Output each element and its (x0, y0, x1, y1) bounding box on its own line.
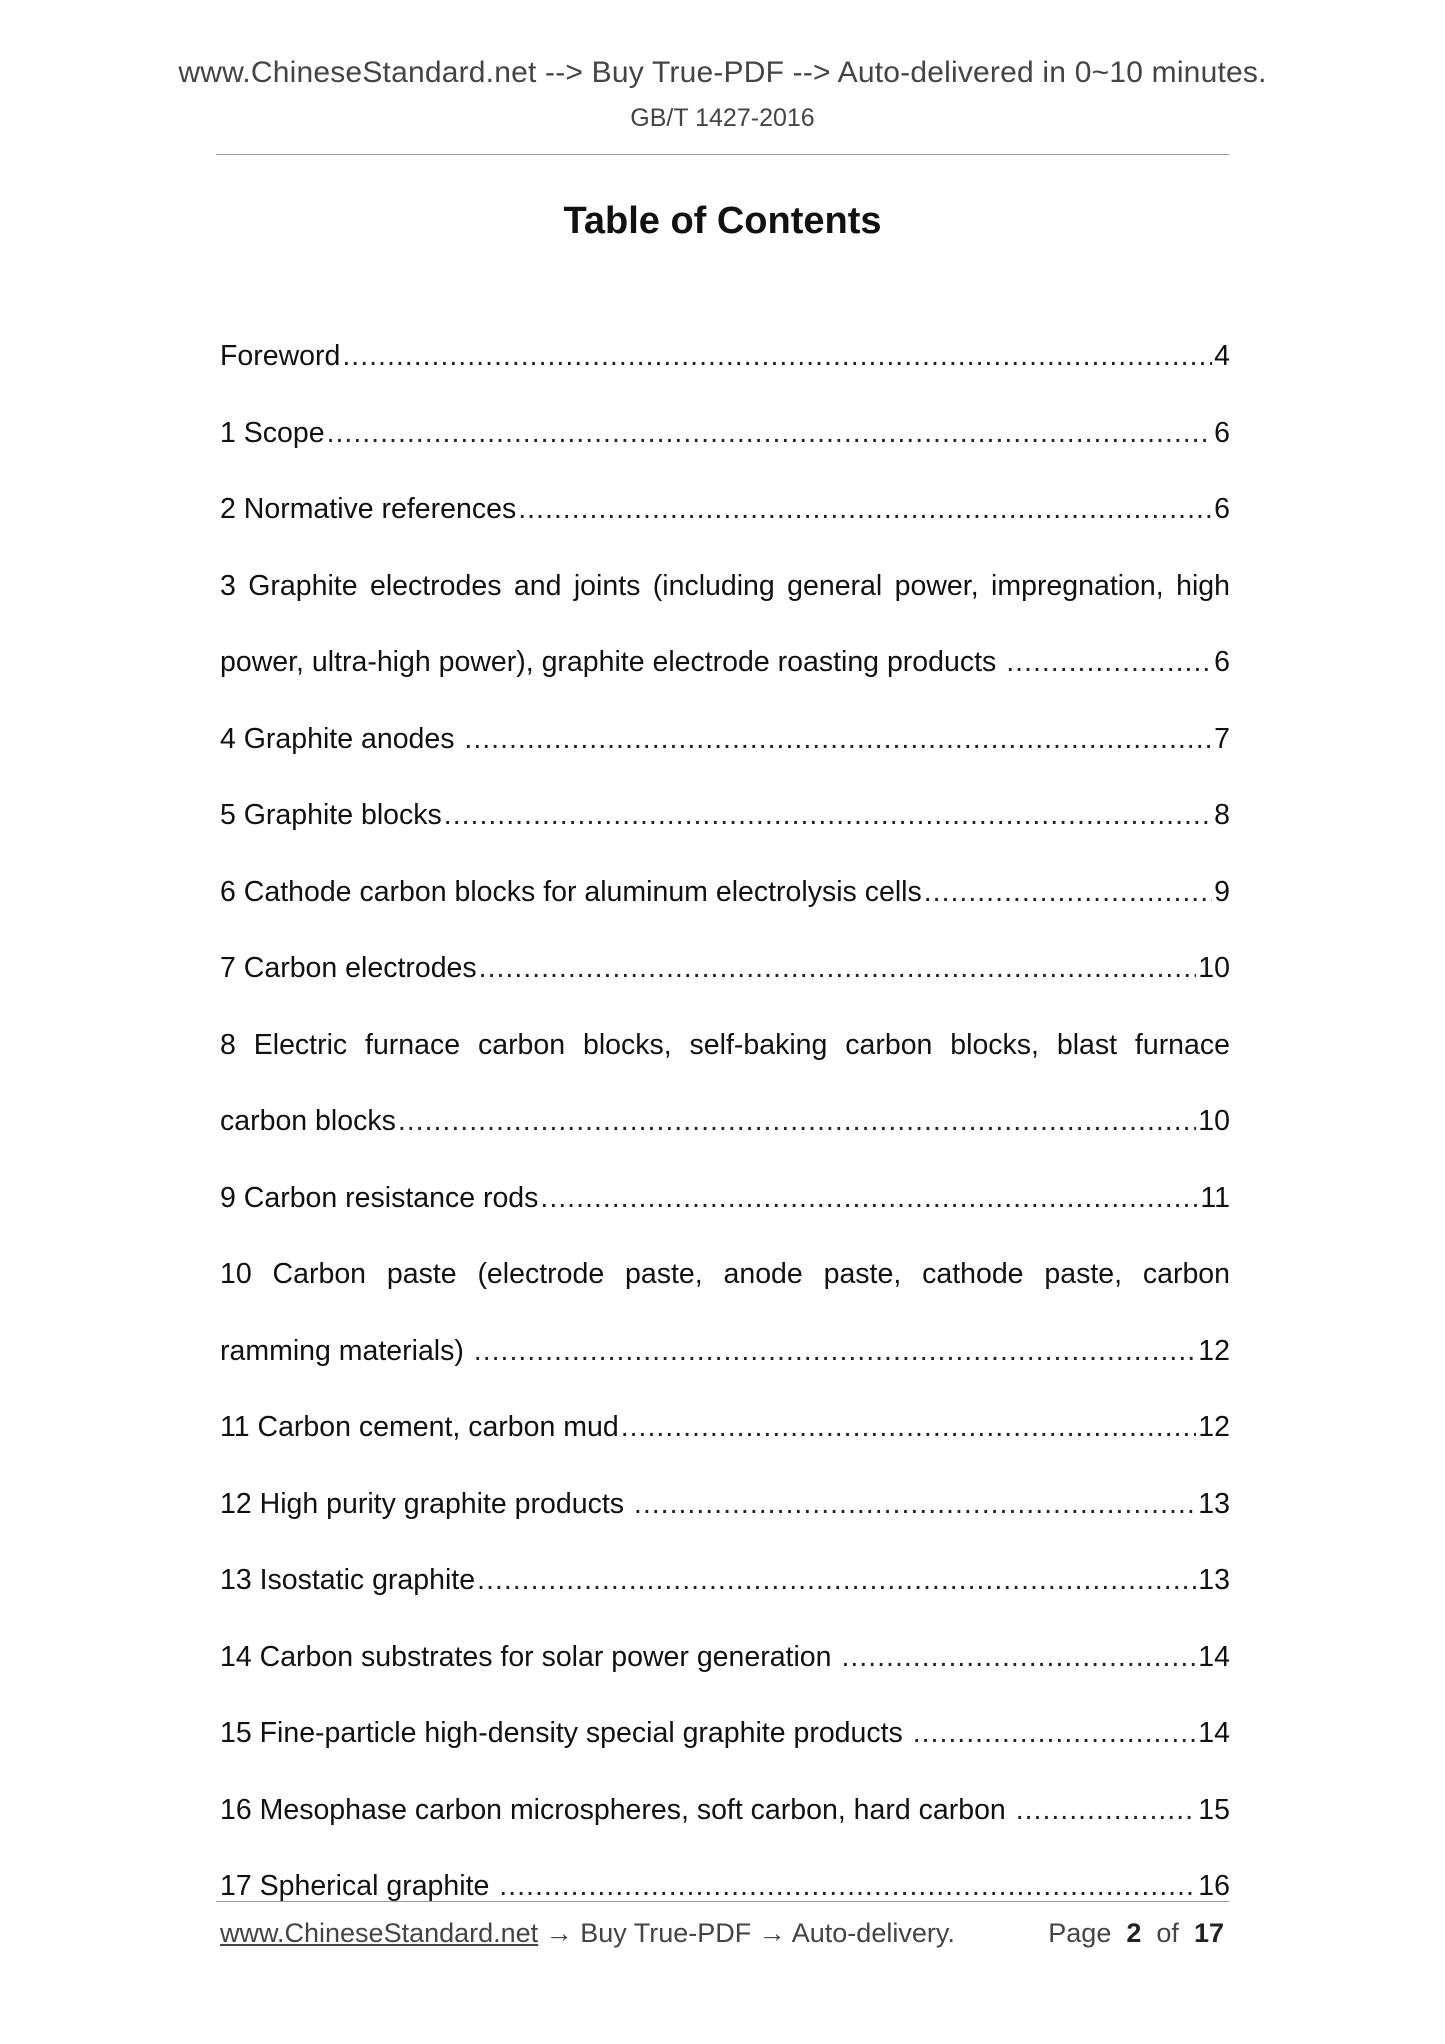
toc-entry-line (220, 1772, 1230, 1849)
toc-list (220, 318, 1230, 1925)
toc-entry-page: 13 (1198, 1487, 1230, 1520)
dot-leader (342, 318, 1212, 395)
dot-leader (477, 1542, 1196, 1619)
toc-entry[interactable] (220, 1466, 1230, 1543)
toc-entry-title: 17 Spherical graphite (220, 1870, 498, 1902)
toc-entry-line (220, 1236, 1230, 1313)
toc-entry-title: 16 Mesophase carbon microspheres, soft carbon, hard carbon (220, 1793, 1014, 1826)
toc-entry-title: 6 Cathode carbon blocks for aluminum electrolysis cells (220, 875, 922, 908)
toc-entry-title: 5 Graphite blocks (220, 799, 442, 831)
dot-leader (924, 854, 1212, 931)
toc-entry-page: 4 (1214, 340, 1230, 372)
toc-entry[interactable] (220, 1236, 1230, 1389)
page-footer (220, 1918, 1230, 1958)
toc-entry-title: 14 Carbon substrates for solar power generation (220, 1640, 840, 1673)
footer-divider (216, 1901, 1229, 1902)
toc-entry-page: 12 (1198, 1334, 1230, 1367)
toc-entry-line (220, 471, 1230, 548)
toc-entry-line (220, 1619, 1230, 1696)
toc-entry-page: 16 (1198, 1870, 1230, 1902)
toc-entry-page: 14 (1198, 1717, 1230, 1749)
dot-leader (474, 1313, 1197, 1390)
toc-entry-line (220, 777, 1230, 854)
toc-entry-line (220, 548, 1230, 625)
toc-entry[interactable] (220, 1160, 1230, 1237)
dot-leader (913, 1695, 1197, 1772)
toc-entry[interactable] (220, 1848, 1230, 1925)
promo-banner: www.ChineseStandard.net --> Buy True-PDF --> Auto-delivered in 0~10 minutes. (178, 56, 1267, 89)
dot-leader (1016, 1772, 1197, 1849)
toc-entry-page: 6 (1214, 493, 1230, 525)
toc-entry-line (220, 1695, 1230, 1772)
toc-entry-page: 12 (1198, 1411, 1230, 1443)
dot-leader (464, 701, 1212, 778)
toc-entry-title: 13 Isostatic graphite (220, 1564, 476, 1596)
dot-leader (398, 1083, 1196, 1160)
dot-leader (499, 1848, 1196, 1925)
toc-entry-line (220, 930, 1230, 1007)
toc-entry-line (220, 701, 1230, 778)
toc-entry-title: 9 Carbon resistance rods (220, 1181, 539, 1214)
dot-leader (518, 471, 1212, 548)
toc-entry-title: Foreword (220, 340, 341, 372)
toc-entry-title: 4 Graphite anodes (220, 722, 463, 755)
toc-entry-title: 8 Electric furnace carbon blocks, self-baking carbon blocks, blast furnace (220, 1028, 1230, 1061)
toc-entry[interactable] (220, 318, 1230, 395)
toc-entry-line (220, 1083, 1230, 1160)
dot-leader (479, 930, 1197, 1007)
toc-entry-line (220, 1466, 1230, 1543)
toc-entry-line (220, 318, 1230, 395)
standard-code: GB/T 1427-2016 (630, 104, 815, 132)
toc-entry[interactable] (220, 930, 1230, 1007)
toc-entry[interactable] (220, 1619, 1230, 1696)
toc-entry-title: 2 Normative references (220, 493, 517, 525)
page-of: of (1156, 1918, 1179, 1948)
footer-links (220, 1918, 955, 1949)
toc-entry-line (220, 1313, 1230, 1390)
page-current: 2 (1126, 1918, 1142, 1948)
toc-entry-line (220, 1007, 1230, 1084)
toc-entry[interactable] (220, 395, 1230, 472)
toc-entry[interactable] (220, 1542, 1230, 1619)
toc-entry-page: 14 (1198, 1640, 1230, 1673)
toc-entry-title: carbon blocks (220, 1105, 396, 1137)
toc-entry-page: 11 (1200, 1181, 1230, 1214)
toc-entry[interactable] (220, 1389, 1230, 1466)
footer-buy-text: Buy True-PDF (580, 1918, 752, 1948)
toc-entry[interactable] (220, 1772, 1230, 1849)
dot-leader (444, 777, 1212, 854)
page-total: 17 (1193, 1918, 1224, 1948)
toc-entry-page: 10 (1198, 1105, 1230, 1137)
toc-entry-line (220, 854, 1230, 931)
page-label: Page (1048, 1918, 1112, 1948)
toc-entry-line (220, 1389, 1230, 1466)
toc-entry-page: 9 (1214, 875, 1230, 908)
page-number (1048, 1918, 1224, 1949)
dot-leader (634, 1466, 1196, 1543)
dot-leader (621, 1389, 1197, 1466)
footer-arrow-icon: → (538, 1918, 581, 1948)
dot-leader (540, 1160, 1198, 1237)
toc-entry[interactable] (220, 1695, 1230, 1772)
toc-entry-page: 7 (1214, 722, 1230, 755)
toc-entry[interactable] (220, 548, 1230, 701)
toc-entry-title: 12 High purity graphite products (220, 1487, 632, 1520)
toc-entry[interactable] (220, 854, 1230, 931)
toc-entry-page: 15 (1198, 1793, 1230, 1826)
toc-title: Table of Contents (563, 200, 882, 242)
toc-entry-title: ramming materials) (220, 1334, 472, 1367)
dot-leader (1006, 624, 1212, 701)
footer-site-link[interactable]: www.ChineseStandard.net (220, 1918, 539, 1948)
toc-entry-line (220, 1160, 1230, 1237)
toc-entry-line (220, 1542, 1230, 1619)
toc-entry-page: 13 (1198, 1564, 1230, 1596)
dot-leader (841, 1619, 1196, 1696)
toc-entry-line (220, 1848, 1230, 1925)
header-divider (216, 154, 1229, 155)
toc-entry-page: 6 (1214, 646, 1230, 678)
toc-entry-page: 8 (1214, 799, 1230, 831)
footer-arrow-icon: → (751, 1918, 792, 1948)
footer-delivery-text: Auto-delivery. (791, 1918, 955, 1948)
toc-entry-title: 7 Carbon electrodes (220, 952, 477, 984)
toc-entry-title: 11 Carbon cement, carbon mud (220, 1411, 619, 1443)
toc-entry[interactable] (220, 471, 1230, 548)
toc-entry-title: 15 Fine-particle high-density special graphite products (220, 1717, 911, 1749)
toc-entry[interactable] (220, 777, 1230, 854)
toc-entry-title: power, ultra-high power), graphite electrode roasting products (220, 646, 1005, 678)
toc-entry-title: 1 Scope (220, 416, 325, 449)
toc-entry-title: 3 Graphite electrodes and joints (including general power, impregnation, high (220, 569, 1230, 602)
toc-entry-page: 10 (1198, 952, 1230, 984)
toc-entry[interactable] (220, 701, 1230, 778)
toc-entry-line (220, 624, 1230, 701)
toc-entry-line (220, 395, 1230, 472)
toc-entry-page: 6 (1214, 416, 1230, 449)
toc-entry[interactable] (220, 1007, 1230, 1160)
toc-entry-title: 10 Carbon paste (electrode paste, anode paste, cathode paste, carbon (220, 1258, 1230, 1290)
dot-leader (327, 395, 1213, 472)
